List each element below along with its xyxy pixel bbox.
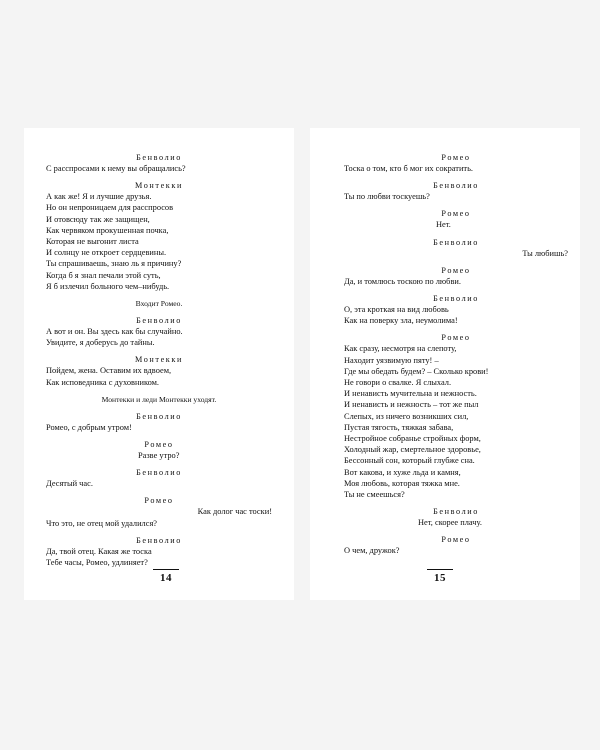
speaker-name: Ромео xyxy=(441,535,471,545)
dialogue-line: Как долог час тоски! xyxy=(197,507,272,517)
dialogue-line: Разве утро? xyxy=(138,451,180,461)
speaker-name: Бенволио xyxy=(433,181,479,191)
speaker-name: Бенволио xyxy=(136,316,182,326)
dialogue-line: Тоска о том, кто б мог их сократить. xyxy=(344,164,473,173)
dialogue-line: Как сразу, несмотря на слепоту, Находит уязвимую пяту! – Где мы обедать будем? – Сколько крови! Не говори о свалке. Я слыхал. И ненависть мучительна и нежность. И ненависть и нежность – тот же пыл Слепых, из ничего возникших сил, Пустая тягость, тяжкая забава, Нестройное собранье стройных форм, Холодный жар, смертельное здоровье, Бессонный сон, который глубже сна. Вот какова, и хуже льда и камня, Моя любовь, которая тяжка мне. Ты не смеешься? xyxy=(344,344,489,500)
dialogue-line: Что это, не отец мой удалился? xyxy=(46,518,158,528)
dialogue-line: Пойдем, жена. Оставим их вдвоем, Как исповедника с духовником. xyxy=(46,366,172,387)
dialogue-line: Ты любишь? xyxy=(522,248,568,258)
speaker-name: Бенволио xyxy=(136,535,182,545)
dialogue-line: С расспросами к нему вы обращались? xyxy=(46,164,186,173)
stage-direction: Монтекки и леди Монтекки уходят. xyxy=(101,394,217,404)
speaker-name: Бенволио xyxy=(433,507,479,517)
speaker-name: Бенволио xyxy=(433,294,479,304)
speaker-name: Ромео xyxy=(441,265,471,275)
dialogue-line: Ты по любви тоскуешь? xyxy=(344,192,430,202)
speaker-name: Ромео xyxy=(441,209,471,219)
speaker-name: Ромео xyxy=(441,333,471,343)
dialogue-line: Да, твой отец. Какая же тоска Тебе часы, Ромео, удлиняет? xyxy=(46,546,152,568)
speaker-name: Ромео xyxy=(441,153,471,162)
page-number: 15 xyxy=(410,569,470,584)
dialogue-line: Да, и томлюсь тоскою по любви. xyxy=(344,276,461,286)
speaker-name: Бенволио xyxy=(433,237,479,247)
dialogue-line: А как же! Я и лучшие друзья. Но он непроницаем для расспросов И отовсюду так же защищен, Как червяком прокушенная почка, Которая не выгонит листа И солнцу не откроет сердцевины. Ты спрашиваешь, знаю ль я причину? Когда б я знал печали этой суть, Я б излечил больного чем–нибудь. xyxy=(46,192,182,291)
dialogue-line: Ромео, с добрым утром! xyxy=(46,422,132,432)
speaker-name: Монтекки xyxy=(135,181,183,191)
speaker-name: Ромео xyxy=(144,440,174,450)
dialogue-line: О, эта кроткая на вид любовь Как на поверку зла, неумолима! xyxy=(344,305,458,326)
speaker-name: Бенволио xyxy=(136,468,182,478)
speaker-name: Бенволио xyxy=(136,153,182,162)
dialogue-line: Десятый час. xyxy=(46,479,93,489)
right-page-text xyxy=(344,152,568,557)
left-page-text xyxy=(46,152,272,568)
stage-direction: Входит Ромео. xyxy=(135,299,183,309)
left-page xyxy=(24,128,294,600)
dialogue-line: Нет, скорее плачу. xyxy=(418,518,482,528)
dialogue-line: А вот и он. Вы здесь как бы случайно. Увидите, я доберусь до тайны. xyxy=(46,327,183,348)
page-number: 14 xyxy=(136,569,196,584)
dialogue-line: О чем, дружок? xyxy=(344,546,400,556)
right-page xyxy=(310,128,580,600)
dialogue-line: Нет. xyxy=(436,220,451,230)
speaker-name: Ромео xyxy=(144,496,174,506)
speaker-name: Монтекки xyxy=(135,355,183,365)
speaker-name: Бенволио xyxy=(136,411,182,421)
